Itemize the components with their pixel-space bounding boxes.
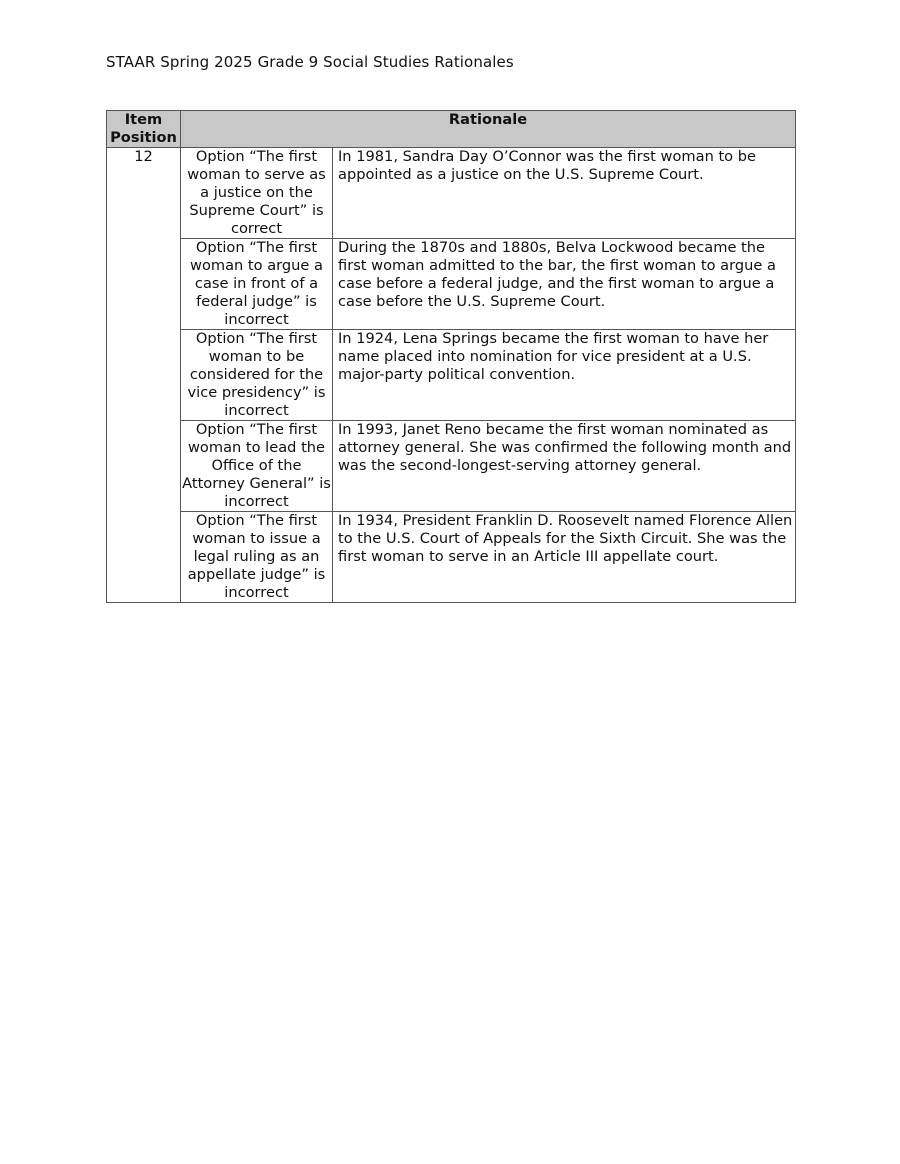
option-cell: Option “The first woman to lead the Office of the Attorney General” is incorrect [182, 421, 331, 510]
item-position-cell: 12 [107, 148, 181, 603]
table-row [107, 148, 796, 239]
rationale-table [106, 110, 796, 603]
header-item-position: Item Position [107, 111, 181, 148]
header-rationale: Rationale [181, 111, 796, 148]
table-row [107, 512, 796, 603]
option-cell: Option “The first woman to argue a case in front of a federal judge” is incorrect [181, 239, 333, 330]
table-row [107, 330, 796, 421]
rationale-cell: During the 1870s and 1880s, Belva Lockwood became the first woman admitted to the bar, the first woman to argue a case before a federal judge, and the first woman to argue a case before the U.S. Supreme Court. [333, 239, 796, 330]
option-cell: Option “The first woman to be considered for the vice presidency” is incorrect [181, 330, 333, 421]
table-row [107, 421, 796, 512]
option-cell: Option “The first woman to serve as a justice on the Supreme Court” is correct [181, 148, 333, 239]
rationale-cell: In 1993, Janet Reno became the first woman nominated as attorney general. She was confirmed the following month and was the second-longest-serving attorney general. [333, 421, 796, 512]
rationale-cell: In 1934, President Franklin D. Roosevelt named Florence Allen to the U.S. Court of Appeals for the Sixth Circuit. She was the first woman to serve in an Article III appellate court. [333, 512, 796, 603]
rationale-cell: In 1924, Lena Springs became the first woman to have her name placed into nomination for vice president at a U.S. major-party political convention. [333, 330, 796, 421]
table-row [107, 239, 796, 330]
table-header-row [107, 111, 796, 148]
rationale-cell: In 1981, Sandra Day O’Connor was the first woman to be appointed as a justice on the U.S. Supreme Court. [333, 148, 796, 239]
option-cell: Option “The first woman to issue a legal ruling as an appellate judge” is incorrect [181, 512, 333, 603]
page-header: STAAR Spring 2025 Grade 9 Social Studies Rationales [106, 53, 514, 71]
